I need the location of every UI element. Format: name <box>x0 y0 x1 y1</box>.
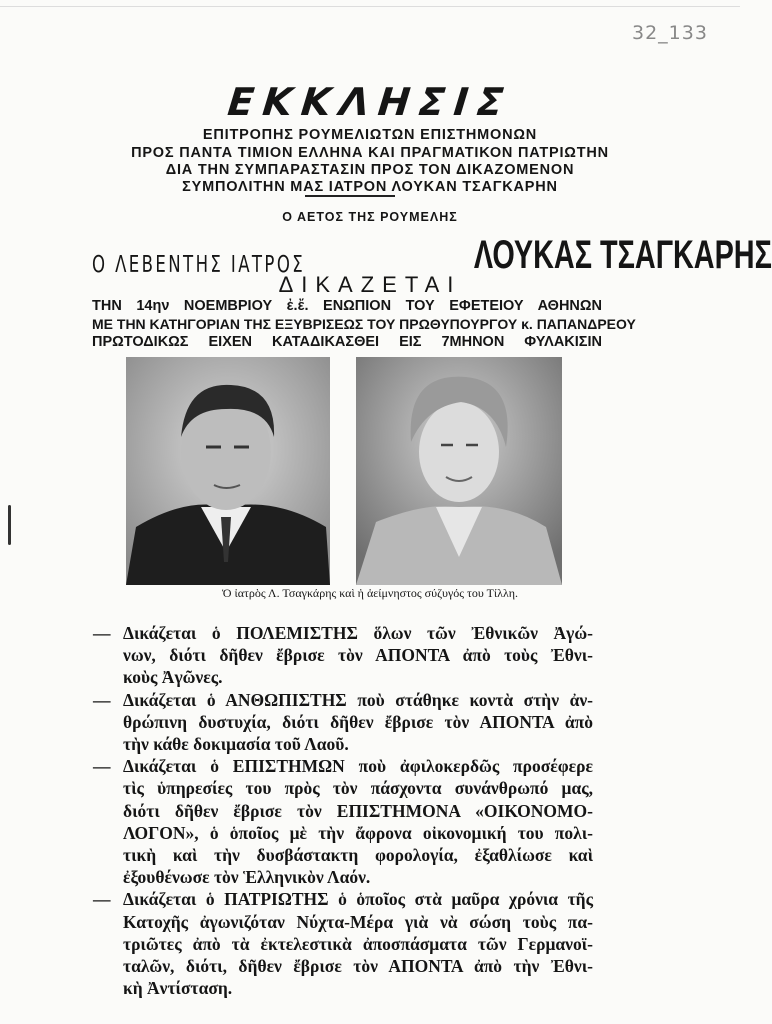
archive-number: 32_133 <box>632 22 708 44</box>
text-line: ταλῶν, διότι, δῆθεν ἔβρισε τὸν ΑΠΟΝΤΑ ἀπὸ τὴν Ἐθνι- <box>123 956 593 977</box>
dash: — <box>93 889 111 910</box>
text-line: ἐξουθένωσε τὸν Ἑλληνικὸν Λαόν. <box>123 867 371 888</box>
text-line: κὴ Ἀντίσταση. <box>123 978 233 999</box>
header-line: ΠΡΟΣ ΠΑΝΤΑ ΤΙΜΙΟΝ ΕΛΛΗΝΑ ΚΑΙ ΠΡΑΓΜΑΤΙΚΟΝ ΠΑΤΡΙΩΤΗΝ <box>131 145 609 161</box>
header-line: ΔΙΑ ΤΗΝ ΣΥΜΠΑΡΑΣΤΑΣΙΝ ΠΡΟΣ ΤΟΝ ΔΙΚΑΖΟΜΕΝΟΝ <box>165 162 575 178</box>
photo-wife <box>356 357 562 585</box>
info-line: ΠΡΩΤΟΔΙΚΩΣ ΕΙΧΕΝ ΚΑΤΑΔΙΚΑΣΘΕΙ ΕΙΣ 7ΜΗΝΟΝ ΦΥΛΑΚΙΣΙΝ <box>92 334 602 350</box>
dash: — <box>93 689 111 710</box>
text-line: διότι δῆθεν ἔβρισε τὸν ΕΠΙΣΤΗΜΟΝΑ «ΟΙΚΟΝΟΜΟ- <box>123 800 593 821</box>
text-line: Δικάζεται ὁ ΠΟΛΕΜΙΣΤΗΣ ὅλων τῶν Ἐθνικῶν Ἀγώ- <box>123 623 593 643</box>
dash: — <box>93 623 111 643</box>
text-line: τριῶτες ἀπὸ τὰ ἐκτελεστικὰ ἀποσπάσματα τῶν Γερμανοϊ- <box>123 933 593 954</box>
document-title: ΕΚΚΛΗΣΙΣ <box>225 80 515 124</box>
paragraph-scientist <box>93 755 593 888</box>
header-line: ΣΥΜΠΟΛΙΤΗΝ ΜΑΣ ΙΑΤΡΟΝ ΛΟΥΚΑΝ ΤΣΑΓΚΑΡΗΝ <box>182 179 558 195</box>
text-line: Δικάζεται ὁ ΠΑΤΡΙΩΤΗΣ ὁ ὁποῖος στὰ μαῦρα χρόνια τῆς <box>123 889 593 910</box>
paragraph-patriot <box>93 888 593 999</box>
info-line: ΜΕ ΤΗΝ ΚΑΤΗΓΟΡΙΑΝ ΤΗΣ ΕΞΥΒΡΙΣΕΩΣ ΤΟΥ ΠΡΩΘΥΠΟΥΡΓΟΥ κ. ΠΑΠΑΝΔΡΕΟΥ <box>92 316 636 332</box>
page-edge <box>0 0 740 7</box>
binder-hole <box>8 505 11 545</box>
subtitle: Ο ΑΕΤΟΣ ΤΗΣ ΡΟΥΜΕΛΗΣ <box>282 210 458 224</box>
headline-prefix: Ο ΛΕΒΕΝΤΗΣ ΙΑΤΡΟΣ <box>92 252 306 278</box>
headline-name: ΛΟΥΚΑΣ ΤΣΑΓΚΑΡΗΣ <box>474 233 772 277</box>
header-line: ΕΠΙΤΡΟΠΗΣ ΡΟΥΜΕΛΙΩΤΩΝ ΕΠΙΣΤΗΜΟΝΩΝ <box>202 127 538 143</box>
info-line: ΤΗΝ 14ην ΝΟΕΜΒΡΙΟΥ ἐ.ἔ. ΕΝΩΠΙΟΝ ΤΟΥ ΕΦΕΤΕΙΟΥ ΑΘΗΝΩΝ <box>92 298 602 314</box>
dash: — <box>93 756 111 777</box>
divider <box>305 195 395 197</box>
photo-doctor <box>126 357 330 585</box>
text-line: κοὺς Ἀγῶνες. <box>123 667 223 688</box>
text-line: Δικάζεται ὁ ΕΠΙΣΤΗΜΩΝ ποὺ ἀφιλοκερδῶς προσέφερε <box>123 756 593 777</box>
text-line: Κατοχῆς ἀγωνιζόταν Νύχτα-Μέρα γιὰ νὰ σώση τοὺς πα- <box>123 911 593 932</box>
paragraph-humanist <box>93 689 593 756</box>
text-line: θρώπινη δυστυχία, διότι δῆθεν ἔβρισε τὸν ΑΠΟΝΤΑ ἀπὸ <box>123 711 593 732</box>
headline <box>92 228 772 278</box>
photo-caption: Ὁ ἰατρὸς Λ. Τσαγκάρης καὶ ἡ ἀείμνηστος σύζυγός του Τίλλη. <box>222 586 518 600</box>
text-line: Δικάζεται ὁ ΑΝΘΩΠΙΣΤΗΣ ποὺ στάθηκε κοντὰ στὴν ἀν- <box>123 689 593 710</box>
text-line: ΛΟΓΟΝ», ὁ ὁποῖος μὲ τὴν ἄφρονα οἰκονομική του πολι- <box>123 822 593 843</box>
headline-verb: ΔΙΚΑΖΕΤΑΙ <box>278 272 462 297</box>
paragraph-fighter <box>93 622 593 689</box>
text-line: τὴν κάθε δοκιμασία τοῦ Λαοῦ. <box>123 734 349 755</box>
text-line: νων, διότι δῆθεν ἔβρισε τὸν ΑΠΟΝΤΑ ἀπὸ τοὺς Ἐθνι- <box>123 645 593 666</box>
text-line: τὶς ὑπηρεσίες του πρὸς τὸν πάσχοντα συνάνθρωπό μας, <box>123 778 593 799</box>
text-line: τικὴ καὶ τὴν δυσβάστακτη φορολογία, ἐξαθλίωσε καὶ <box>123 845 593 866</box>
body-text <box>93 622 593 999</box>
